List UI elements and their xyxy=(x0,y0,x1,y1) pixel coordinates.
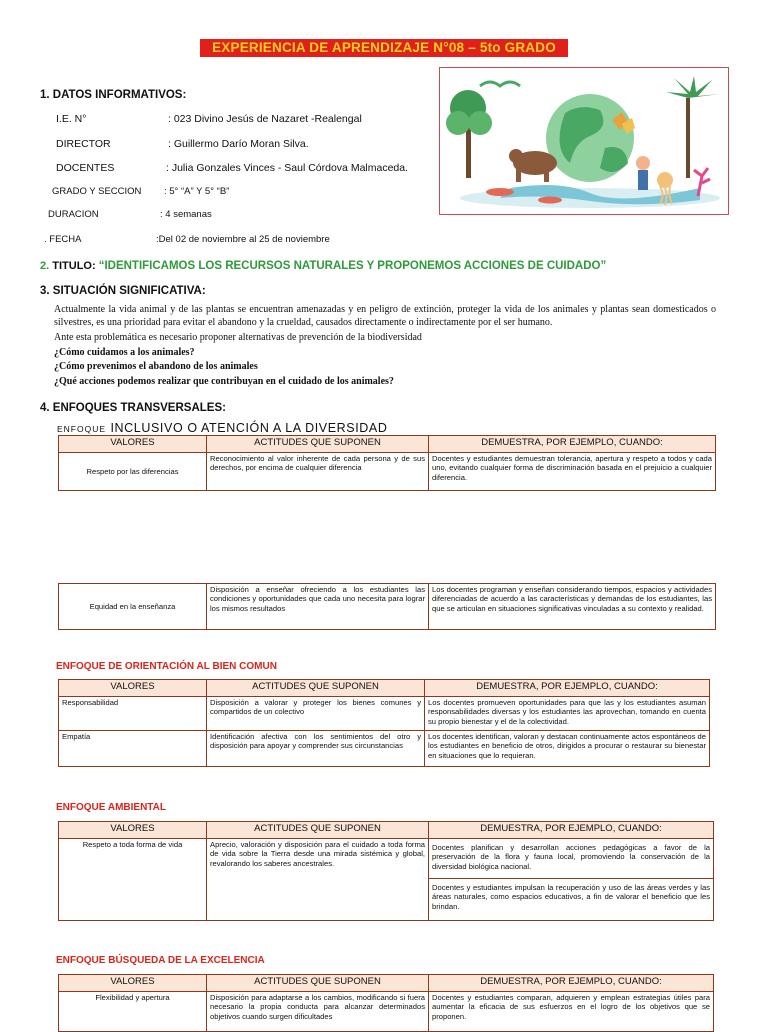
field-label-duracion: DURACION xyxy=(48,209,99,220)
section-1-heading: 1. DATOS INFORMATIVOS: xyxy=(40,89,187,101)
nature-illustration xyxy=(439,67,729,215)
table-row xyxy=(59,731,710,767)
cell-actitud: Aprecio, valoración y disposición para el cuidado a toda forma de vida sobre la Tierra desde una mirada sistémica y global, revalorando los saberes ancestrales. xyxy=(207,839,429,921)
header-valores: VALORES xyxy=(59,680,207,697)
cell-valor: Equidad en la enseñanza xyxy=(59,584,207,630)
header-demuestra: DEMUESTRA, POR EJEMPLO, CUANDO: xyxy=(429,436,716,453)
section-2-heading xyxy=(40,260,606,272)
cell-actitud: Reconocimiento al valor inherente de cada persona y de sus derechos, por encima de cualquier diferencia xyxy=(207,453,429,491)
cell-demuestra: Docentes y estudiantes impulsan la recuperación y uso de las áreas verdes y las áreas naturales, como espacios educativos, a fin de valorar el beneficio que les brindan. xyxy=(429,879,714,921)
header-demuestra: DEMUESTRA, POR EJEMPLO, CUANDO: xyxy=(429,822,714,839)
section-2-title: “IDENTIFICAMOS LOS RECURSOS NATURALES Y PROPONEMOS ACCIONES DE CUIDADO” xyxy=(98,260,607,272)
header-actitudes: ACTITUDES QUE SUPONEN xyxy=(207,822,429,839)
enfoque-small-label: ENFOQUE xyxy=(57,424,107,434)
cell-actitud: Identificación afectiva con los sentimientos del otro y disposición para apoyar y comprender sus circunstancias xyxy=(207,731,425,767)
table-row xyxy=(59,584,716,630)
table-row xyxy=(59,992,714,1032)
enfoque-excelencia-heading: ENFOQUE BÚSQUEDA DE LA EXCELENCIA xyxy=(56,955,265,966)
question-3: ¿Qué acciones podemos realizar que contribuyan en el cuidado de los animales? xyxy=(54,376,394,387)
field-label-docentes: DOCENTES xyxy=(56,162,115,174)
table-inclusivo xyxy=(58,435,716,491)
header-actitudes: ACTITUDES QUE SUPONEN xyxy=(207,436,429,453)
cell-demuestra: Docentes planifican y desarrollan acciones pedagógicas a favor de la preservación de la flora y fauna local, promoviendo la conservación de la diversidad biológica nacional. xyxy=(429,839,714,879)
cell-valor: Empatía xyxy=(59,731,207,767)
header-actitudes: ACTITUDES QUE SUPONEN xyxy=(207,975,429,992)
section-4-heading: 4. ENFOQUES TRANSVERSALES: xyxy=(40,402,226,414)
section-3-heading: 3. SITUACIÓN SIGNIFICATIVA: xyxy=(40,285,206,297)
field-label-ie: I.E. N° xyxy=(56,113,87,125)
cell-demuestra: Docentes y estudiantes demuestran tolerancia, apertura y respeto a todos y cada uno, evitando cualquier forma de discriminación basada en el prejuicio a cualquier diferencia. xyxy=(429,453,716,491)
cell-actitud: Disposición a valorar y proteger los bienes comunes y compartidos de un colectivo xyxy=(207,697,425,731)
table-ambiental xyxy=(58,821,714,921)
field-value-grado: : 5° “A” Y 5° “B” xyxy=(164,186,230,197)
cell-actitud: Disposición para adaptarse a los cambios, modificando si fuera necesario la propia conducta para alcanzar determinados objetivos cuando surgen dificultades xyxy=(207,992,429,1032)
field-value-director: : Guillermo Darío Moran Silva. xyxy=(168,138,309,150)
header-demuestra: DEMUESTRA, POR EJEMPLO, CUANDO: xyxy=(425,680,710,697)
table-excelencia xyxy=(58,974,714,1032)
table-row xyxy=(59,453,716,491)
field-value-duracion: : 4 semanas xyxy=(160,209,212,220)
section-2-number: 2. xyxy=(40,260,50,272)
cell-valor: Respeto por las diferencias xyxy=(59,453,207,491)
situation-paragraph-2: Ante esta problemática es necesario proponer alternativas de prevención de la biodiversidad xyxy=(54,332,422,343)
cell-actitud: Disposición a enseñar ofreciendo a los estudiantes las condiciones y oportunidades que cada uno necesita para lograr los mismos resultados xyxy=(207,584,429,630)
header-valores: VALORES xyxy=(59,436,207,453)
cell-valor: Responsabilidad xyxy=(59,697,207,731)
field-label-director: DIRECTOR xyxy=(56,138,111,150)
table-bien-comun xyxy=(58,679,710,767)
field-label-grado: GRADO Y SECCION xyxy=(52,186,142,197)
header-actitudes: ACTITUDES QUE SUPONEN xyxy=(207,680,425,697)
header-valores: VALORES xyxy=(59,975,207,992)
question-2: ¿Cómo prevenimos el abandono de los animales xyxy=(54,361,258,372)
cell-demuestra: Los docentes promueven oportunidades para que las y los estudiantes asuman responsabilidades diversas y los estudiantes las aprovechan, tomando en cuenta su propio bienestar y el de la colectividad. xyxy=(425,697,710,731)
question-1: ¿Cómo cuidamos a los animales? xyxy=(54,347,195,358)
enfoque-bien-comun-heading: ENFOQUE DE ORIENTACIÓN AL BIEN COMUN xyxy=(56,661,277,672)
cell-valor: Flexibilidad y apertura xyxy=(59,992,207,1032)
section-2-label: TITULO: xyxy=(52,260,96,272)
cell-valor: Respeto a toda forma de vida xyxy=(59,839,207,921)
cell-demuestra: Los docentes programan y enseñan considerando tiempos, espacios y actividades diferenciadas de acuerdo a las características y demandas de los estudiantes, las que se articulan en situaciones significativas vinculadas a su contexto y realidad. xyxy=(429,584,716,630)
header-demuestra: DEMUESTRA, POR EJEMPLO, CUANDO: xyxy=(429,975,714,992)
field-value-fecha: :Del 02 de noviembre al 25 de noviembre xyxy=(156,234,330,245)
cell-demuestra: Los docentes identifican, valoran y destacan continuamente actos espontáneos de los estudiantes en beneficio de otros, dirigidos a procurar o restaurar su bienestar en situaciones que lo requieran. xyxy=(425,731,710,767)
nature-illustration-svg xyxy=(440,68,728,214)
situation-paragraph-1: Actualmente la vida animal y de las plantas se encuentran amenazadas y en peligro de extinción, proteger la vida de los animales y plantas sean domesticados o silvestres, es una prioridad para evitar el abandono y la crueldad, causados directamente o indirectamente por el ser humano. xyxy=(54,304,716,328)
enfoque-inclusivo-title: INCLUSIVO O ATENCIÓN A LA DIVERSIDAD xyxy=(110,421,388,435)
table-row xyxy=(59,839,714,879)
table-row xyxy=(59,697,710,731)
cell-demuestra: Docentes y estudiantes comparan, adquieren y emplean estrategias útiles para aumentar la eficacia de sus esfuerzos en el logro de los objetivos que se proponen. xyxy=(429,992,714,1032)
header-valores: VALORES xyxy=(59,822,207,839)
document-title: EXPERIENCIA DE APRENDIZAJE N°08 – 5to GRADO xyxy=(200,39,568,57)
field-value-ie: : 023 Divino Jesús de Nazaret -Realengal xyxy=(168,113,362,125)
enfoque-ambiental-heading: ENFOQUE AMBIENTAL xyxy=(56,802,166,813)
table-inclusivo-continued xyxy=(58,583,716,630)
field-label-fecha: . FECHA xyxy=(44,234,82,245)
field-value-docentes: : Julia Gonzales Vinces - Saul Córdova Malmaceda. xyxy=(166,162,409,174)
